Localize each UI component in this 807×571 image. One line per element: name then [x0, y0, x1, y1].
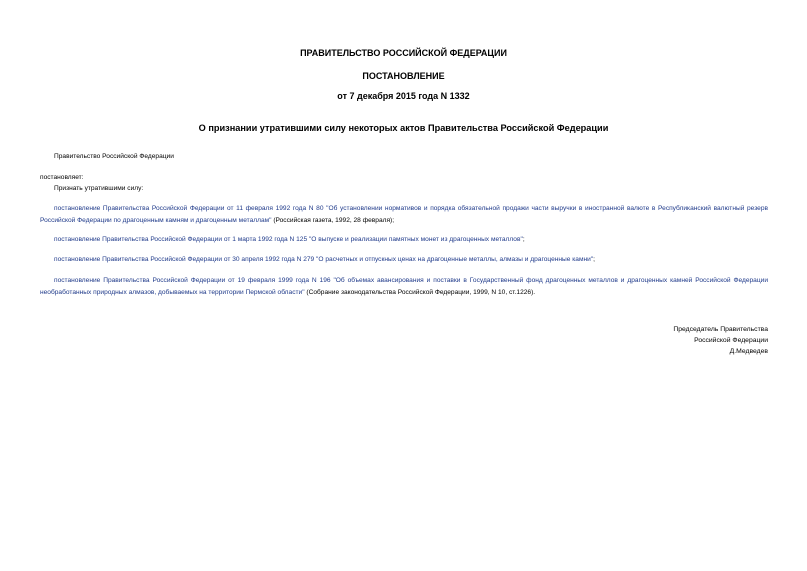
signature-title: Председатель Правительства [673, 326, 768, 333]
government-heading: ПРАВИТЕЛЬСТВО РОССИЙСКОЙ ФЕДЕРАЦИИ [300, 48, 507, 58]
signature-country: Российской Федерации [694, 337, 768, 344]
list-item [40, 234, 768, 246]
act-source: (Российская газета, 1992, 28 февраля); [271, 216, 395, 224]
resolves-text: постановляет: [40, 174, 84, 181]
government-text: Правительство Российской Федерации [54, 153, 174, 160]
signature-name: Д.Медведев [729, 348, 768, 355]
resolution-heading: ПОСТАНОВЛЕНИЕ [362, 71, 445, 81]
act-link[interactable]: постановление Правительства Российской Федерации от 30 апреля 1992 года N 279 "О расчетных и отпускных ценах на драгоценные металлы, алмазы и драгоценные камни" [54, 256, 594, 263]
list-item [40, 275, 768, 298]
act-link[interactable]: постановление Правительства Российской Федерации от 1 марта 1992 года N 125 "О выпуске и реализации памятных монет из драгоценных металлов" [54, 236, 523, 243]
recognize-text: Признать утратившими силу: [54, 185, 144, 192]
act-link[interactable]: постановление Правительства Российской Федерации от 19 февраля 1999 года N 196 "Об объемах авансирования и поставки в Государственный фонд драгоценных металлов и драгоценных камней Российской Федерации необработанных природных алмазов, добываемых на территории Пермской области" [40, 277, 768, 296]
date-number: от 7 декабря 2015 года N 1332 [337, 91, 470, 101]
document-title: О признании утратившими силу некоторых актов Правительства Российской Федерации [198, 123, 609, 133]
act-source: (Собрание законодательства Российской Федерации, 1999, N 10, ст.1226). [304, 288, 536, 296]
act-source: ; [522, 236, 525, 243]
list-item [40, 203, 768, 226]
act-source: ; [593, 256, 595, 263]
act-link[interactable]: постановление Правительства Российской Федерации от 11 февраля 1992 года N 80 "Об установлении нормативов и порядка обязательной продажи части выручки в иностранной валюте в Республиканский валютный резерв Российской Федерации по драгоценным камням и драгоценным металлам" [40, 205, 768, 224]
list-item [40, 254, 768, 266]
